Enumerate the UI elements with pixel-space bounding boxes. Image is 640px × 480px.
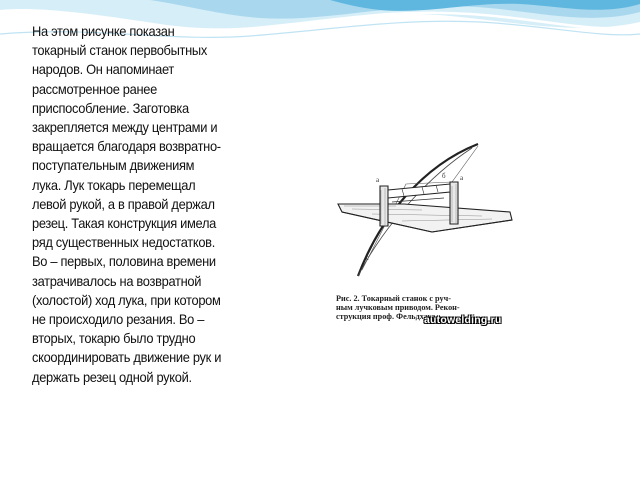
caption-line: ным лучковым приводом. Рекон-: [336, 303, 460, 312]
label-c: с: [366, 254, 370, 262]
lathe-figure: [332, 138, 516, 326]
paragraph-line: токарный станок первобытных: [32, 42, 207, 59]
paragraph-line: вращается благодаря возвратно-: [32, 138, 221, 155]
paragraph-line: не происходило резания. Во –: [32, 311, 205, 328]
paragraph-line: левой рукой, а в правой держал: [32, 195, 215, 212]
label-b: б: [442, 172, 446, 180]
paragraph-line: поступательным движениям: [32, 157, 195, 174]
caption-line: струкция проф. Фельдхауа.: [336, 312, 438, 321]
paragraph-line: Во – первых, половина времени: [32, 253, 216, 270]
paragraph-line: (холостой) ход лука, при котором: [32, 291, 221, 308]
paragraph-line: держать резец одной рукой.: [32, 368, 192, 385]
paragraph-line: скоординировать движение рук и: [32, 349, 222, 366]
label-a-right: а: [460, 174, 464, 182]
paragraph-line: затрачивалось на возвратной: [32, 272, 202, 289]
source-watermark: autowelding.ru: [424, 314, 502, 326]
label-a-left: а: [376, 176, 380, 184]
paragraph-line: рассмотренное ранее: [32, 80, 157, 97]
paragraph-line: приспособление. Заготовка: [32, 99, 189, 116]
paragraph-line: На этом рисунке показан: [32, 23, 175, 39]
paragraph-line: лука. Лук токарь перемещал: [32, 176, 196, 193]
bow-lathe-illustration: [332, 138, 516, 294]
paragraph-line: народов. Он напоминает: [32, 61, 175, 78]
caption-line: Рис. 2. Токарный станок с руч-: [336, 294, 451, 303]
paragraph-line: закрепляется между центрами и: [32, 119, 218, 136]
body-paragraph: [32, 22, 227, 387]
paragraph-line: ряд существенных недостатков.: [32, 234, 215, 251]
paragraph-line: резец. Такая конструкция имела: [32, 215, 217, 232]
paragraph-line: вторых, токарю было трудно: [32, 330, 196, 347]
